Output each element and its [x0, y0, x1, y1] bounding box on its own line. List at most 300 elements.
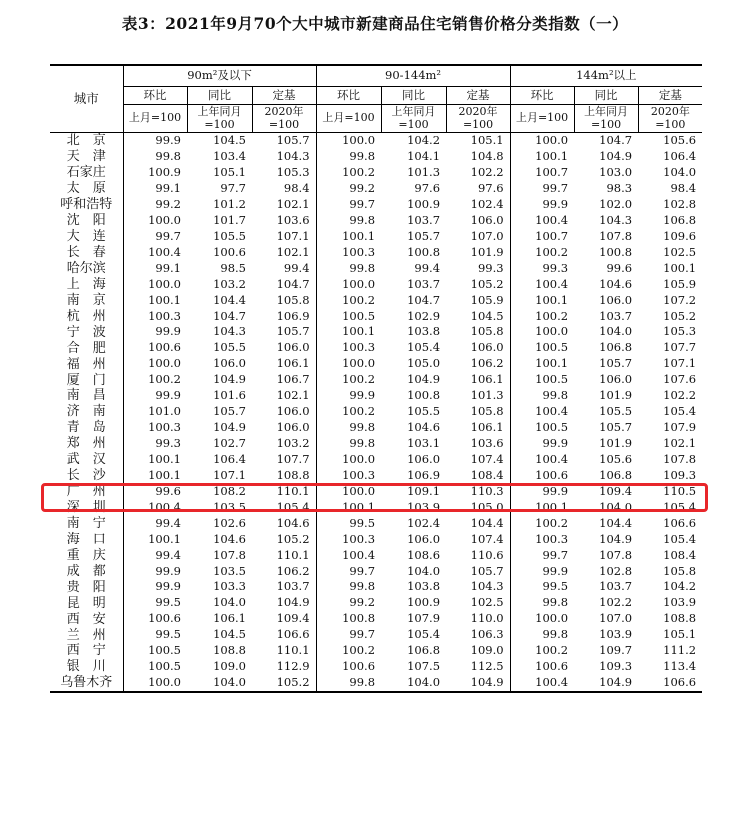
value-cell: 100.2	[510, 643, 574, 659]
value-cell: 112.9	[276, 659, 310, 674]
value-cell: 99.9	[123, 388, 187, 404]
table-row	[50, 659, 702, 675]
value-cell: 104.1	[407, 149, 441, 164]
value-cell: 101.3	[407, 165, 441, 180]
value-cell: 99.3	[477, 260, 504, 275]
value-cell: 106.6	[663, 515, 697, 530]
value-cell: 104.9	[276, 595, 310, 610]
value-cell: 105.9	[470, 292, 504, 307]
value-cell: 106.0	[213, 356, 246, 371]
value-cell: 99.8	[316, 261, 381, 277]
value-cell: 100.1	[123, 468, 187, 484]
table-row	[50, 595, 702, 611]
value-cell: 100.1	[510, 149, 574, 165]
value-cell: 104.4	[470, 515, 504, 530]
value-cell: 105.4	[407, 627, 441, 642]
value-cell: 100.1	[510, 500, 574, 516]
value-cell: 100.1	[123, 292, 187, 308]
table-row	[50, 261, 702, 277]
value-cell: 107.9	[407, 611, 441, 626]
value-cell: 106.0	[599, 292, 633, 307]
value-cell: 104.9	[446, 675, 510, 692]
value-cell: 107.2	[663, 292, 697, 307]
value-cell: 108.8	[276, 467, 310, 482]
value-cell: 107.7	[276, 451, 310, 466]
table-row	[50, 452, 702, 468]
value-cell: 105.1	[663, 627, 697, 642]
value-cell: 108.4	[663, 547, 697, 562]
value-cell: 100.5	[123, 643, 187, 659]
table-row	[50, 292, 702, 308]
city-cell: 兰 州	[66, 627, 106, 643]
value-cell: 100.4	[123, 245, 187, 261]
value-cell: 103.6	[276, 212, 310, 227]
value-cell: 107.8	[599, 228, 633, 243]
value-cell: 110.5	[663, 483, 697, 498]
city-cell: 大 连	[66, 229, 106, 245]
value-cell: 102.2	[599, 595, 633, 610]
value-cell: 100.8	[316, 611, 381, 627]
value-cell: 99.9	[510, 436, 574, 452]
value-cell: 97.7	[220, 181, 246, 196]
value-cell: 105.3	[276, 165, 310, 180]
value-cell: 105.7	[407, 228, 441, 243]
value-cell: 100.2	[316, 165, 381, 181]
value-cell: 100.3	[316, 531, 381, 547]
base-cell: 上月=100	[123, 105, 187, 133]
value-cell: 99.9	[510, 563, 574, 579]
value-cell: 106.8	[599, 340, 633, 355]
subheader-cell: 定基	[252, 87, 316, 105]
value-cell: 112.5	[470, 659, 504, 674]
value-cell: 100.4	[510, 213, 574, 229]
value-cell: 99.7	[510, 547, 574, 563]
value-cell: 109.4	[276, 611, 310, 626]
value-cell: 105.4	[276, 499, 310, 514]
value-cell: 107.1	[276, 228, 310, 243]
value-cell: 100.3	[316, 340, 381, 356]
value-cell: 103.9	[663, 595, 697, 610]
value-cell: 103.7	[599, 308, 633, 323]
value-cell: 104.2	[407, 133, 441, 148]
base-cell: 上月=100	[316, 105, 381, 133]
value-cell: 100.3	[316, 468, 381, 484]
value-cell: 108.4	[470, 467, 504, 482]
base-cell: 2020年=100	[446, 105, 510, 133]
value-cell: 103.9	[407, 499, 441, 514]
city-cell: 南 昌	[66, 388, 106, 404]
table-row	[50, 388, 702, 404]
value-cell: 99.5	[316, 516, 381, 532]
table-row	[50, 547, 702, 563]
value-cell: 103.4	[213, 149, 246, 164]
value-cell: 98.3	[606, 181, 633, 196]
city-cell: 西 宁	[66, 643, 106, 659]
city-cell: 长 沙	[66, 468, 106, 484]
value-cell: 104.6	[407, 420, 441, 435]
table-row	[50, 420, 702, 436]
city-cell: 南 宁	[66, 515, 106, 531]
value-cell: 103.7	[599, 579, 633, 594]
value-cell: 106.6	[638, 675, 702, 692]
value-cell: 99.5	[123, 627, 187, 643]
value-cell: 108.8	[663, 611, 697, 626]
value-cell: 101.9	[599, 388, 633, 403]
city-cell: 海 口	[66, 531, 106, 547]
table-row	[50, 531, 702, 547]
value-cell: 104.5	[213, 627, 246, 642]
table-row	[50, 436, 702, 452]
value-cell: 99.8	[316, 675, 381, 692]
value-cell: 99.9	[316, 388, 381, 404]
value-cell: 105.6	[663, 133, 697, 148]
value-cell: 103.0	[599, 165, 633, 180]
city-cell: 郑 州	[66, 436, 106, 452]
value-cell: 100.1	[510, 356, 574, 372]
value-cell: 102.8	[663, 196, 697, 211]
value-cell: 105.8	[470, 324, 504, 339]
base-cell: 上月=100	[510, 105, 574, 133]
value-cell: 105.2	[276, 531, 310, 546]
city-cell: 济 南	[66, 404, 106, 420]
value-cell: 104.5	[213, 133, 246, 148]
value-cell: 105.2	[252, 675, 316, 692]
value-cell: 100.6	[213, 244, 246, 259]
value-cell: 102.5	[470, 595, 504, 610]
value-cell: 106.1	[276, 356, 310, 371]
value-cell: 99.8	[123, 149, 187, 165]
value-cell: 106.8	[599, 467, 633, 482]
value-cell: 100.1	[316, 229, 381, 245]
table-row	[50, 516, 702, 532]
value-cell: 103.8	[407, 324, 441, 339]
value-cell: 109.3	[663, 467, 697, 482]
value-cell: 103.2	[276, 436, 310, 451]
value-cell: 109.4	[599, 483, 633, 498]
city-cell: 哈尔滨	[66, 260, 106, 276]
value-cell: 99.3	[510, 261, 574, 277]
value-cell: 105.4	[663, 499, 697, 514]
value-cell: 105.7	[599, 420, 633, 435]
value-cell: 106.0	[276, 420, 310, 435]
value-cell: 101.3	[470, 388, 504, 403]
value-cell: 99.8	[316, 436, 381, 452]
value-cell: 109.0	[470, 643, 504, 658]
city-cell: 石家庄	[66, 165, 106, 181]
value-cell: 100.3	[510, 531, 574, 547]
value-cell: 104.7	[599, 133, 633, 148]
value-cell: 104.4	[599, 515, 633, 530]
value-cell: 101.9	[599, 436, 633, 451]
value-cell: 107.4	[470, 531, 504, 546]
value-cell: 104.0	[663, 165, 697, 180]
value-cell: 105.4	[663, 404, 697, 419]
value-cell: 99.6	[123, 484, 187, 500]
value-cell: 109.7	[599, 643, 633, 658]
value-cell: 97.6	[477, 181, 504, 196]
value-cell: 103.1	[407, 436, 441, 451]
value-cell: 107.5	[407, 659, 441, 674]
value-cell: 104.6	[213, 531, 246, 546]
value-cell: 106.0	[276, 340, 310, 355]
value-cell: 104.9	[599, 531, 633, 546]
value-cell: 100.5	[123, 659, 187, 675]
value-cell: 104.8	[470, 149, 504, 164]
value-cell: 100.7	[510, 229, 574, 245]
value-cell: 100.6	[510, 468, 574, 484]
city-cell: 呼和浩特	[60, 197, 113, 213]
value-cell: 113.4	[663, 659, 697, 674]
value-cell: 98.4	[283, 181, 310, 196]
value-cell: 109.3	[599, 659, 633, 674]
table-row	[50, 356, 702, 372]
value-cell: 99.7	[316, 563, 381, 579]
value-cell: 100.1	[663, 260, 697, 275]
value-cell: 99.8	[316, 579, 381, 595]
value-cell: 99.9	[123, 133, 187, 149]
city-cell: 天 津	[66, 149, 106, 165]
value-cell: 100.5	[510, 420, 574, 436]
value-cell: 102.7	[213, 436, 246, 451]
subheader-cell: 环比	[316, 87, 381, 105]
value-cell: 100.6	[510, 659, 574, 675]
value-cell: 104.0	[599, 324, 633, 339]
value-cell: 99.8	[316, 149, 381, 165]
value-cell: 100.0	[123, 213, 187, 229]
value-cell: 100.1	[123, 531, 187, 547]
value-cell: 100.4	[510, 452, 574, 468]
value-cell: 103.9	[599, 627, 633, 642]
value-cell: 102.1	[276, 196, 310, 211]
subheader-cell: 同比	[187, 87, 252, 105]
value-cell: 100.9	[407, 196, 441, 211]
value-cell: 106.0	[276, 404, 310, 419]
table-row	[50, 340, 702, 356]
value-cell: 104.9	[574, 675, 638, 692]
value-cell: 101.2	[213, 196, 246, 211]
subheader-cell: 同比	[574, 87, 638, 105]
city-cell: 成 都	[66, 563, 106, 579]
value-cell: 106.6	[276, 627, 310, 642]
value-cell: 106.1	[213, 611, 246, 626]
value-cell: 100.5	[510, 340, 574, 356]
value-cell: 99.9	[510, 484, 574, 500]
value-cell: 102.1	[276, 244, 310, 259]
value-cell: 102.2	[663, 388, 697, 403]
value-cell: 104.0	[381, 675, 446, 692]
value-cell: 102.0	[599, 196, 633, 211]
value-cell: 105.5	[213, 340, 246, 355]
value-cell: 99.9	[123, 579, 187, 595]
value-cell: 104.7	[276, 276, 310, 291]
value-cell: 102.1	[663, 436, 697, 451]
value-cell: 102.5	[663, 244, 697, 259]
value-cell: 111.2	[663, 643, 697, 658]
group-header-small: 90m²及以下	[123, 65, 316, 87]
value-cell: 106.7	[276, 372, 310, 387]
value-cell: 105.7	[276, 324, 310, 339]
value-cell: 100.0	[316, 356, 381, 372]
table-row	[50, 579, 702, 595]
city-cell: 重 庆	[66, 547, 106, 563]
value-cell: 100.4	[510, 276, 574, 292]
value-cell: 100.4	[316, 547, 381, 563]
value-cell: 99.1	[123, 181, 187, 197]
value-cell: 104.6	[599, 276, 633, 291]
value-cell: 105.7	[213, 404, 246, 419]
value-cell: 102.6	[213, 515, 246, 530]
value-cell: 106.8	[663, 212, 697, 227]
value-cell: 99.9	[123, 324, 187, 340]
value-cell: 104.4	[213, 292, 246, 307]
value-cell: 101.0	[123, 404, 187, 420]
value-cell: 100.3	[316, 245, 381, 261]
value-cell: 106.0	[470, 212, 504, 227]
value-cell: 104.9	[213, 372, 246, 387]
value-cell: 100.3	[123, 420, 187, 436]
city-cell: 长 春	[66, 245, 106, 261]
value-cell: 99.9	[510, 197, 574, 213]
table-row	[50, 245, 702, 261]
value-cell: 104.0	[213, 595, 246, 610]
value-cell: 102.8	[599, 563, 633, 578]
value-cell: 101.6	[213, 388, 246, 403]
value-cell: 100.2	[316, 404, 381, 420]
value-cell: 106.1	[470, 420, 504, 435]
value-cell: 100.0	[316, 452, 381, 468]
value-cell: 106.0	[407, 531, 441, 546]
value-cell: 100.4	[510, 675, 574, 692]
table-row	[50, 308, 702, 324]
value-cell: 105.5	[407, 404, 441, 419]
value-cell: 100.5	[316, 308, 381, 324]
value-cell: 105.7	[276, 133, 310, 148]
value-cell: 100.5	[510, 372, 574, 388]
city-cell: 乌鲁木齐	[50, 675, 123, 692]
city-cell: 上 海	[66, 276, 106, 292]
value-cell: 100.1	[510, 292, 574, 308]
value-cell: 104.9	[599, 149, 633, 164]
city-cell: 宁 波	[66, 324, 106, 340]
value-cell: 100.0	[510, 611, 574, 627]
value-cell: 99.7	[123, 229, 187, 245]
city-cell: 贵 阳	[66, 579, 106, 595]
table-row	[50, 133, 702, 149]
value-cell: 100.3	[123, 308, 187, 324]
city-cell: 太 原	[66, 181, 106, 197]
value-cell: 107.8	[663, 451, 697, 466]
value-cell: 110.1	[276, 547, 310, 562]
value-cell: 105.8	[663, 563, 697, 578]
value-cell: 104.7	[407, 292, 441, 307]
value-cell: 104.9	[407, 372, 441, 387]
value-cell: 104.3	[213, 324, 246, 339]
value-cell: 99.4	[123, 547, 187, 563]
value-cell: 100.4	[510, 404, 574, 420]
value-cell: 100.0	[123, 276, 187, 292]
city-cell: 银 川	[66, 659, 106, 675]
city-cell: 北 京	[66, 133, 106, 149]
value-cell: 105.5	[213, 228, 246, 243]
table-row	[50, 675, 702, 692]
value-cell: 105.6	[599, 451, 633, 466]
value-cell: 109.0	[213, 659, 246, 674]
value-cell: 99.2	[316, 595, 381, 611]
value-cell: 103.7	[407, 276, 441, 291]
value-cell: 102.9	[407, 308, 441, 323]
city-cell: 广 州	[66, 484, 106, 500]
value-cell: 100.6	[123, 611, 187, 627]
value-cell: 105.7	[470, 563, 504, 578]
city-cell: 杭 州	[66, 308, 106, 324]
value-cell: 99.7	[510, 181, 574, 197]
value-cell: 103.5	[213, 563, 246, 578]
value-cell: 99.4	[123, 516, 187, 532]
value-cell: 104.3	[599, 212, 633, 227]
value-cell: 100.8	[407, 244, 441, 259]
table-row	[50, 197, 702, 213]
value-cell: 100.2	[510, 308, 574, 324]
value-cell: 106.9	[407, 467, 441, 482]
table-row	[50, 563, 702, 579]
value-cell: 99.8	[316, 420, 381, 436]
group-header-large: 144m²以上	[510, 65, 702, 87]
value-cell: 100.0	[510, 133, 574, 149]
value-cell: 105.1	[213, 165, 246, 180]
value-cell: 105.4	[407, 340, 441, 355]
value-cell: 100.0	[510, 324, 574, 340]
value-cell: 103.7	[407, 212, 441, 227]
subheader-cell: 定基	[446, 87, 510, 105]
value-cell: 100.7	[510, 165, 574, 181]
value-cell: 100.1	[316, 500, 381, 516]
table-row	[50, 643, 702, 659]
value-cell: 107.4	[470, 451, 504, 466]
value-cell: 105.9	[663, 276, 697, 291]
value-cell: 99.4	[283, 260, 310, 275]
value-cell: 105.4	[663, 531, 697, 546]
value-cell: 99.5	[510, 579, 574, 595]
city-cell: 厦 门	[66, 372, 106, 388]
value-cell: 104.2	[663, 579, 697, 594]
city-cell: 青 岛	[66, 420, 106, 436]
value-cell: 109.6	[663, 228, 697, 243]
value-cell: 105.8	[470, 404, 504, 419]
value-cell: 106.4	[663, 149, 697, 164]
value-cell: 105.3	[663, 324, 697, 339]
table-row	[50, 372, 702, 388]
value-cell: 100.2	[316, 372, 381, 388]
value-cell: 100.1	[316, 324, 381, 340]
value-cell: 102.4	[407, 515, 441, 530]
city-column-header: 城市	[50, 65, 123, 133]
value-cell: 108.6	[407, 547, 441, 562]
value-cell: 106.2	[276, 563, 310, 578]
value-cell: 100.4	[123, 500, 187, 516]
value-cell: 107.0	[599, 611, 633, 626]
value-cell: 103.2	[213, 276, 246, 291]
table-row	[50, 404, 702, 420]
value-cell: 106.3	[470, 627, 504, 642]
value-cell: 99.2	[123, 197, 187, 213]
value-cell: 100.6	[316, 659, 381, 675]
base-cell: 上年同月=100	[187, 105, 252, 133]
value-cell: 99.3	[123, 436, 187, 452]
value-cell: 107.7	[663, 340, 697, 355]
value-cell: 99.6	[606, 260, 633, 275]
value-cell: 100.2	[316, 292, 381, 308]
value-cell: 100.2	[123, 372, 187, 388]
